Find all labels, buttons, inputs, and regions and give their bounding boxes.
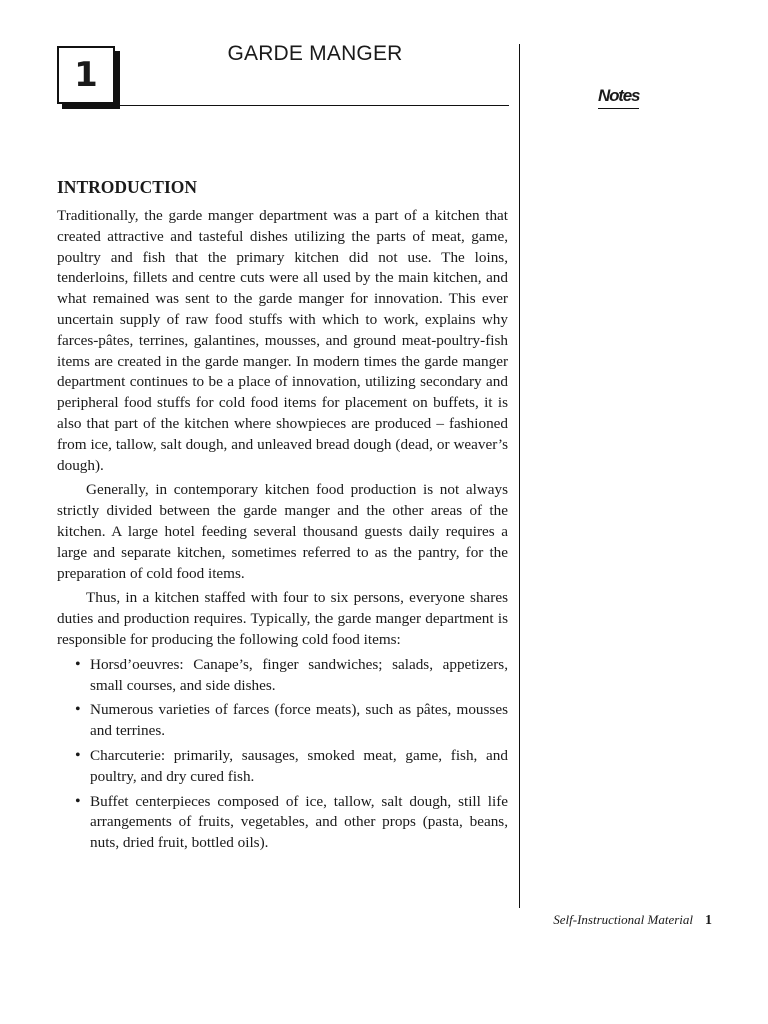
margin-divider — [519, 44, 520, 908]
paragraph-2: Generally, in contemporary kitchen food production is not always strictly divided between the garde manger and the other areas of the kitchen. A large hotel feeding several thousand guests daily requires a large and separate kitchen, sometimes referred to as the pantry, for the preparation of cold food items. — [57, 481, 508, 582]
footer-label: Self-Instructional Material — [553, 912, 693, 927]
bullet-icon: • — [75, 701, 81, 719]
chapter-title: GARDE MANGER — [227, 42, 403, 65]
bullet-icon: • — [75, 792, 81, 810]
bullet-icon: • — [75, 655, 81, 673]
chapter-number-box — [57, 46, 115, 104]
list-item — [57, 655, 508, 697]
bullet-icon: • — [75, 746, 81, 764]
paragraph-3: Thus, in a kitchen staffed with four to six persons, everyone shares duties and production requires. Typically, the garde manger department is responsible for producing the following cold food items: — [57, 589, 508, 648]
list-item-text: Buffet centerpieces composed of ice, tallow, salt dough, still life arrangements of fruits, vegetables, and other props (pasta, beans, nuts, dried fruit, bottled oils). — [90, 792, 508, 852]
main-content — [57, 176, 508, 858]
list-item — [57, 700, 508, 742]
list-item — [57, 746, 508, 788]
notes-label: Notes — [598, 86, 639, 109]
list-item-text: Horsd’oeuvres: Canape’s, finger sandwiches; salads, appetizers, small courses, and side dishes. — [90, 655, 508, 694]
paragraph-1: Traditionally, the garde manger department was a part of a kitchen that created attractive and tasteful dishes utilizing the parts of meat, game, poultry and fish that the primary kitchen did not use. The loins, tenderloins, fillets and centre cuts were all used by the main kitchen, and what remained was sent to the garde manger for innovation. This ever uncertain supply of raw food stuffs with which to work, explains why farces-pâtes, terrines, galantines, mousses, and ground meat-poultry-fish items are created in the garde manger. In modern times the garde manger department continues to be a place of innovation, utilizing secondary and peripheral food stuffs for cold food items for placement on buffets, it is also that part of the kitchen where showpieces are produced – fashioned from ice, tallow, salt dough, and unleaved bread dough (dead, or weaver’s dough). — [57, 207, 508, 474]
list-item — [57, 792, 508, 854]
cold-food-items-list — [57, 655, 508, 854]
page-number: 1 — [705, 913, 712, 928]
section-heading: INTRODUCTION — [57, 177, 198, 197]
list-item-text: Numerous varieties of farces (force meats), such as pâtes, mousses and terrines. — [90, 701, 508, 740]
chapter-number: 1 — [74, 55, 98, 95]
page-footer — [553, 912, 712, 929]
list-item-text: Charcuterie: primarily, sausages, smoked meat, game, fish, and poultry, and dry cured fish. — [90, 746, 508, 785]
title-underline — [116, 105, 509, 106]
